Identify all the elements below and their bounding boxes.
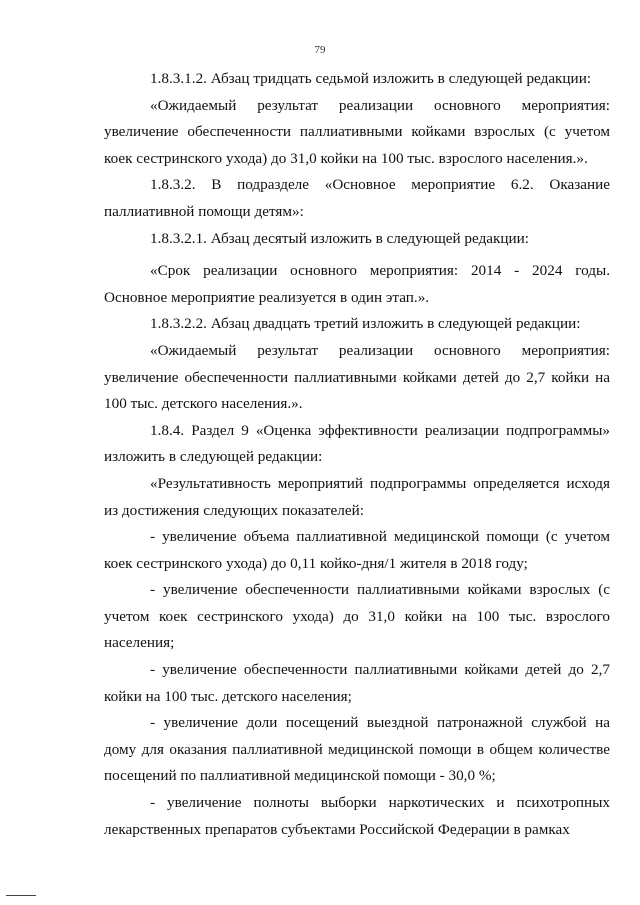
paragraph-1-8-3-2-2: 1.8.3.2.2. Абзац двадцать третий изложить в следующей редакции: bbox=[150, 315, 581, 333]
paragraph-1-8-4: 1.8.4. Раздел 9 «Оценка эффективности реализации подпрограммы» изложить в следующей редакции: bbox=[104, 421, 610, 466]
paragraph-1-8-3-2: 1.8.3.2. В подразделе «Основное мероприятие 6.2. Оказание паллиативной помощи детям»: bbox=[104, 176, 610, 220]
page-number: 79 bbox=[314, 44, 326, 56]
paragraph-implementation-period: «Срок реализации основного мероприятия: 2014 - 2024 годы. Основное мероприятие реализуется в один этап.». bbox=[104, 262, 610, 306]
paragraph-expected-result-adults: «Ожидаемый результат реализации основного мероприятия: увеличение обеспеченности паллиативными койками взрослых (с учетом коек сестринского ухода) до 31,0 койки на 100 тыс. взрослого населения.». bbox=[104, 96, 610, 167]
paragraph-performance-intro: «Результативность мероприятий подпрограммы определяется исходя из достижения следующих показателей: bbox=[104, 474, 610, 519]
paragraph-1-8-3-2-1: 1.8.3.2.1. Абзац десятый изложить в следующей редакции: bbox=[150, 229, 530, 247]
list-item-drug-selection: - увеличение полноты выборки наркотических и психотропных лекарственных препаратов субъектами Российской Федерации в рамках bbox=[104, 794, 610, 838]
bottom-rule bbox=[6, 895, 36, 896]
list-item-care-volume: - увеличение объема паллиативной медицинской помощи (с учетом коек сестринского ухода) до 0,11 койко-дня/1 жителя в 2018 году; bbox=[104, 528, 610, 572]
document-body bbox=[104, 66, 610, 843]
list-item-beds-children: - увеличение обеспеченности паллиативными койками детей до 2,7 койки на 100 тыс. детского населения; bbox=[104, 661, 610, 705]
list-item-home-visits: - увеличение доли посещений выездной патронажной службой на дому для оказания паллиативной медицинской помощи в общем количестве посещений по паллиативной медицинской помощи - 30,0 %; bbox=[104, 714, 610, 785]
list-item-beds-adults: - увеличение обеспеченности паллиативными койками взрослых (с учетом коек сестринского ухода) до 31,0 койки на 100 тыс. взрослого населения; bbox=[104, 581, 610, 652]
paragraph-1-8-3-1-2: 1.8.3.1.2. Абзац тридцать седьмой изложить в следующей редакции: bbox=[150, 70, 592, 87]
paragraph-expected-result-children: «Ожидаемый результат реализации основного мероприятия: увеличение обеспеченности паллиативными койками детей до 2,7 койки на 100 тыс. детского населения.». bbox=[104, 341, 610, 413]
